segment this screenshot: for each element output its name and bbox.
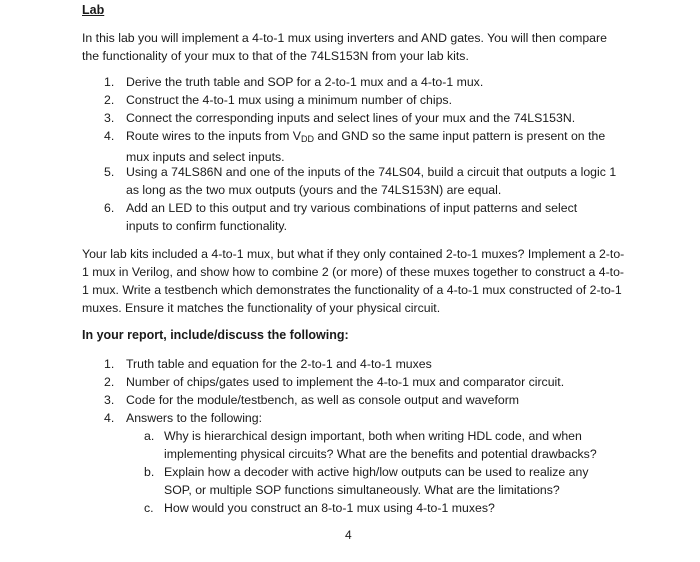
list-number: 4. <box>104 411 115 425</box>
list-number: 6. <box>104 201 115 215</box>
list-text: Code for the module/testbench, as well as console output and waveform <box>126 393 520 407</box>
list-letter: a. <box>144 429 155 443</box>
section-heading: Lab <box>82 3 105 17</box>
list-text: Construct the 4-to-1 mux using a minimum number of chips. <box>126 93 452 107</box>
list-text: Add an LED to this output and try various combinations of input patterns and select inputs to confirm functionality. <box>126 201 578 233</box>
list-number: 2. <box>104 93 115 107</box>
list-number: 4. <box>104 129 115 143</box>
list-text-part: Route wires to the inputs from V <box>126 129 301 143</box>
report-heading: In your report, include/discuss the following: <box>82 328 349 342</box>
list-text: Number of chips/gates used to implement the 4-to-1 mux and comparator circuit. <box>126 375 565 389</box>
list-number: 1. <box>104 75 115 89</box>
list-letter: c. <box>144 501 154 515</box>
list-number: 5. <box>104 165 115 179</box>
list-number: 1. <box>104 357 115 371</box>
list-letter: b. <box>144 465 155 479</box>
verilog-paragraph: Your lab kits included a 4-to-1 mux, but what if they only contained 2-to-1 muxes? Implement a 2-to-1 mux in Verilog, and show how to combine 2 (or more) of these muxes together to construct a 4-to-1 mux. Write a testbench which demonstrates the functionality of a 4-to-1 mux constructed of 2-to-1 muxes. Ensure it matches the functionality of your physical circuit. <box>82 247 625 315</box>
list-text: Using a 74LS86N and one of the inputs of the 74LS04, build a circuit that outputs a logic 1 as long as the two mux outputs (yours and the 74LS153N) are equal. <box>126 165 617 197</box>
list-number: 2. <box>104 375 115 389</box>
list-text: Explain how a decoder with active high/low outputs can be used to realize any SOP, or multiple SOP functions simultaneously. What are the limitations? <box>164 465 589 497</box>
list-text: Answers to the following: <box>126 411 263 425</box>
list-text-part: and GND so the same input pattern is present on the mux inputs and select inputs. <box>126 129 606 164</box>
list-number: 3. <box>104 111 115 125</box>
page-number: 4 <box>345 528 352 542</box>
list-text <box>126 127 621 166</box>
list-text: Truth table and equation for the 2-to-1 and 4-to-1 muxes <box>126 357 432 371</box>
list-text: Connect the corresponding inputs and select lines of your mux and the 74LS153N. <box>126 111 576 125</box>
list-text: How would you construct an 8-to-1 mux using 4-to-1 muxes? <box>164 501 495 515</box>
vdd-subscript: DD <box>300 134 314 144</box>
list-number: 3. <box>104 393 115 407</box>
list-text: Derive the truth table and SOP for a 2-to-1 mux and a 4-to-1 mux. <box>126 75 484 89</box>
intro-paragraph: In this lab you will implement a 4-to-1 mux using inverters and AND gates. You will then compare the functionality of your mux to that of the 74LS153N from your lab kits. <box>82 31 607 63</box>
list-text: Why is hierarchical design important, both when writing HDL code, and when implementing physical circuits? What are the benefits and potential drawbacks? <box>164 429 597 461</box>
